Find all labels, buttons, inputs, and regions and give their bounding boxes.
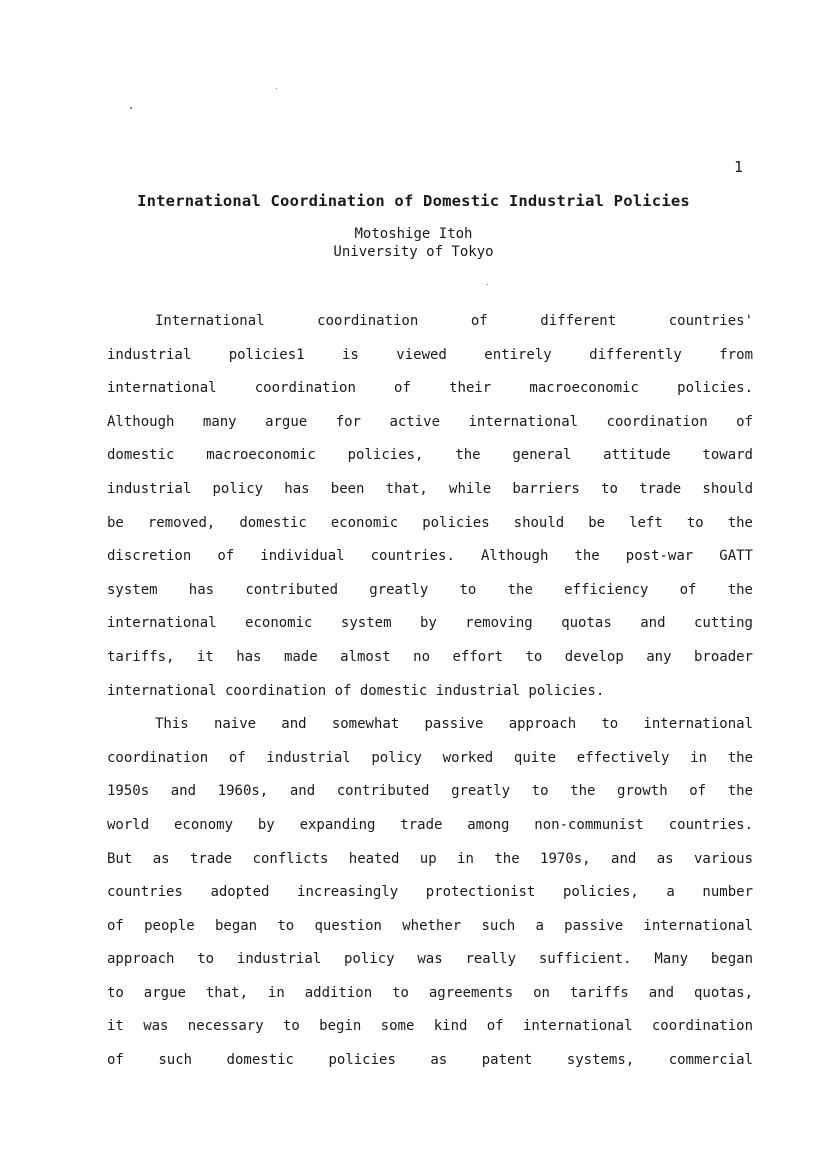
body-text — [107, 305, 753, 1078]
scan-speck — [276, 88, 277, 89]
document-title: International Coordination of Domestic Industrial Policies — [137, 192, 690, 210]
text-line: tariffs, it has made almost no effort to develop any broader — [107, 648, 753, 665]
text-line: International coordination of different countries' — [155, 313, 753, 329]
text-line: discretion of individual countries. Although the post-war GATT — [107, 548, 753, 565]
text-line: world economy by expanding trade among non-communist countries. — [107, 816, 753, 833]
text-line: of people began to question whether such a passive international — [107, 917, 753, 934]
text-line: domestic macroeconomic policies, the general attitude toward — [107, 447, 753, 464]
text-line: 1950s and 1960s, and contributed greatly to the growth of the — [107, 783, 753, 800]
text-line: But as trade conflicts heated up in the 1970s, and as various — [107, 850, 753, 867]
text-line: be removed, domestic economic policies should be left to the — [107, 514, 753, 531]
text-line: of such domestic policies as patent systems, commercial — [107, 1052, 753, 1069]
text-line: countries adopted increasingly protectionist policies, a number — [107, 884, 753, 901]
text-line: industrial policies1 is viewed entirely differently from — [107, 346, 753, 363]
text-line: approach to industrial policy was really sufficient. Many began — [107, 951, 753, 968]
text-line: international coordination of their macroeconomic policies. — [107, 380, 753, 397]
text-line: international coordination of domestic industrial policies. — [107, 682, 605, 699]
scan-speck — [487, 284, 488, 285]
page-number: 1 — [734, 158, 744, 176]
text-line: system has contributed greatly to the efficiency of the — [107, 581, 753, 598]
scan-speck — [130, 107, 132, 109]
text-line: it was necessary to begin some kind of international coordination — [107, 1018, 753, 1035]
author-name: Motoshige Itoh — [354, 226, 473, 242]
text-line: industrial policy has been that, while barriers to trade should — [107, 480, 753, 497]
text-line: to argue that, in addition to agreements on tariffs and quotas, — [107, 984, 753, 1001]
text-line: This naive and somewhat passive approach to international — [155, 716, 753, 733]
text-line: coordination of industrial policy worked quite effectively in the — [107, 749, 753, 766]
author-affiliation: University of Tokyo — [333, 244, 494, 260]
text-line: international economic system by removing quotas and cutting — [107, 615, 753, 632]
text-line: Although many argue for active international coordination of — [107, 413, 753, 430]
